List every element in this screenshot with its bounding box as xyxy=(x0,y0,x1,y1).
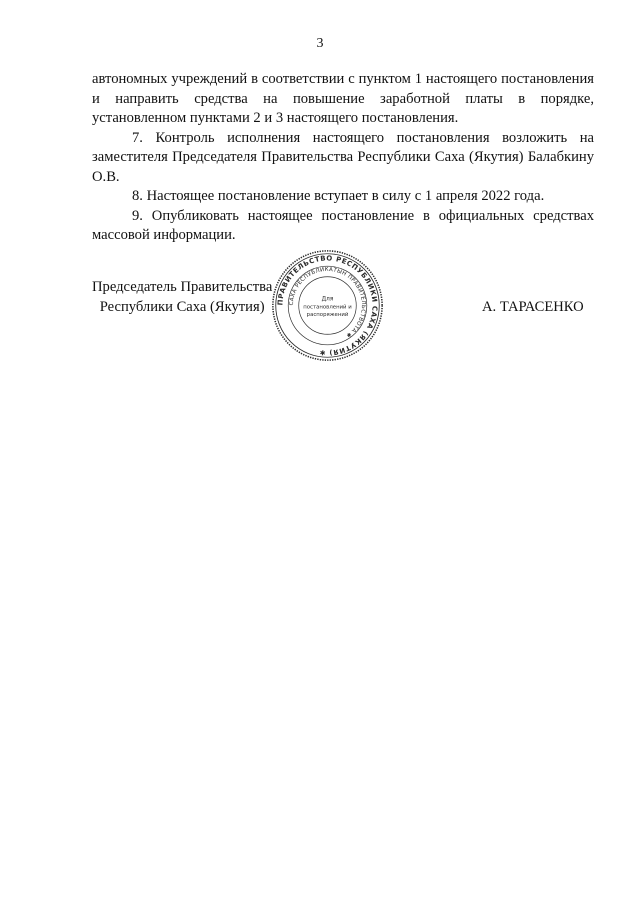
seal-center-line1: Для xyxy=(321,296,334,303)
paragraph-continuation: автономных учреждений в соответствии с пунктом 1 настоящего постановления и направить средства на повышение заработной платы в порядке, установленном пунктами 2 и 3 настоящего постановления. xyxy=(92,71,594,126)
page-number: 3 xyxy=(316,36,324,51)
paragraph-item-9: 9. Опубликовать настоящее постановление в официальных средствах массовой информации. xyxy=(92,207,594,243)
signer-title-line2: Республики Саха (Якутия) xyxy=(99,298,265,315)
paragraph-item-8: 8. Настоящее постановление вступает в силу с 1 апреля 2022 года. xyxy=(132,188,545,204)
signature-block xyxy=(0,240,640,370)
signer-title xyxy=(92,278,272,317)
document-body xyxy=(92,70,594,246)
seal-inner-ring-text: САХА РЕСПУБЛИКАТЫН ПРАВИТЕЛЬСТВОТА ✱ xyxy=(288,266,367,339)
paragraph-item-7: 7. Контроль исполнения настоящего постановления возложить на заместителя Председателя Правительства Республики Саха (Якутия) Балабкину О.В. xyxy=(92,129,594,185)
seal-outer-ring-text: ПРАВИТЕЛЬСТВО РЕСПУБЛИКИ САХА (ЯКУТИЯ) ✱ xyxy=(276,254,379,357)
signer-title-line1: Председатель Правительства xyxy=(92,279,273,295)
seal-center-line3: распоряжений xyxy=(306,312,349,319)
signer-name: А. ТАРАСЕНКО xyxy=(482,299,584,315)
seal-center-line2: постановлений и xyxy=(303,304,352,311)
svg-text:САХА РЕСПУБЛИКАТЫН ПРАВИТЕЛЬСТ xyxy=(289,267,366,339)
official-seal-stamp xyxy=(270,248,385,363)
seal-icon xyxy=(270,248,385,363)
